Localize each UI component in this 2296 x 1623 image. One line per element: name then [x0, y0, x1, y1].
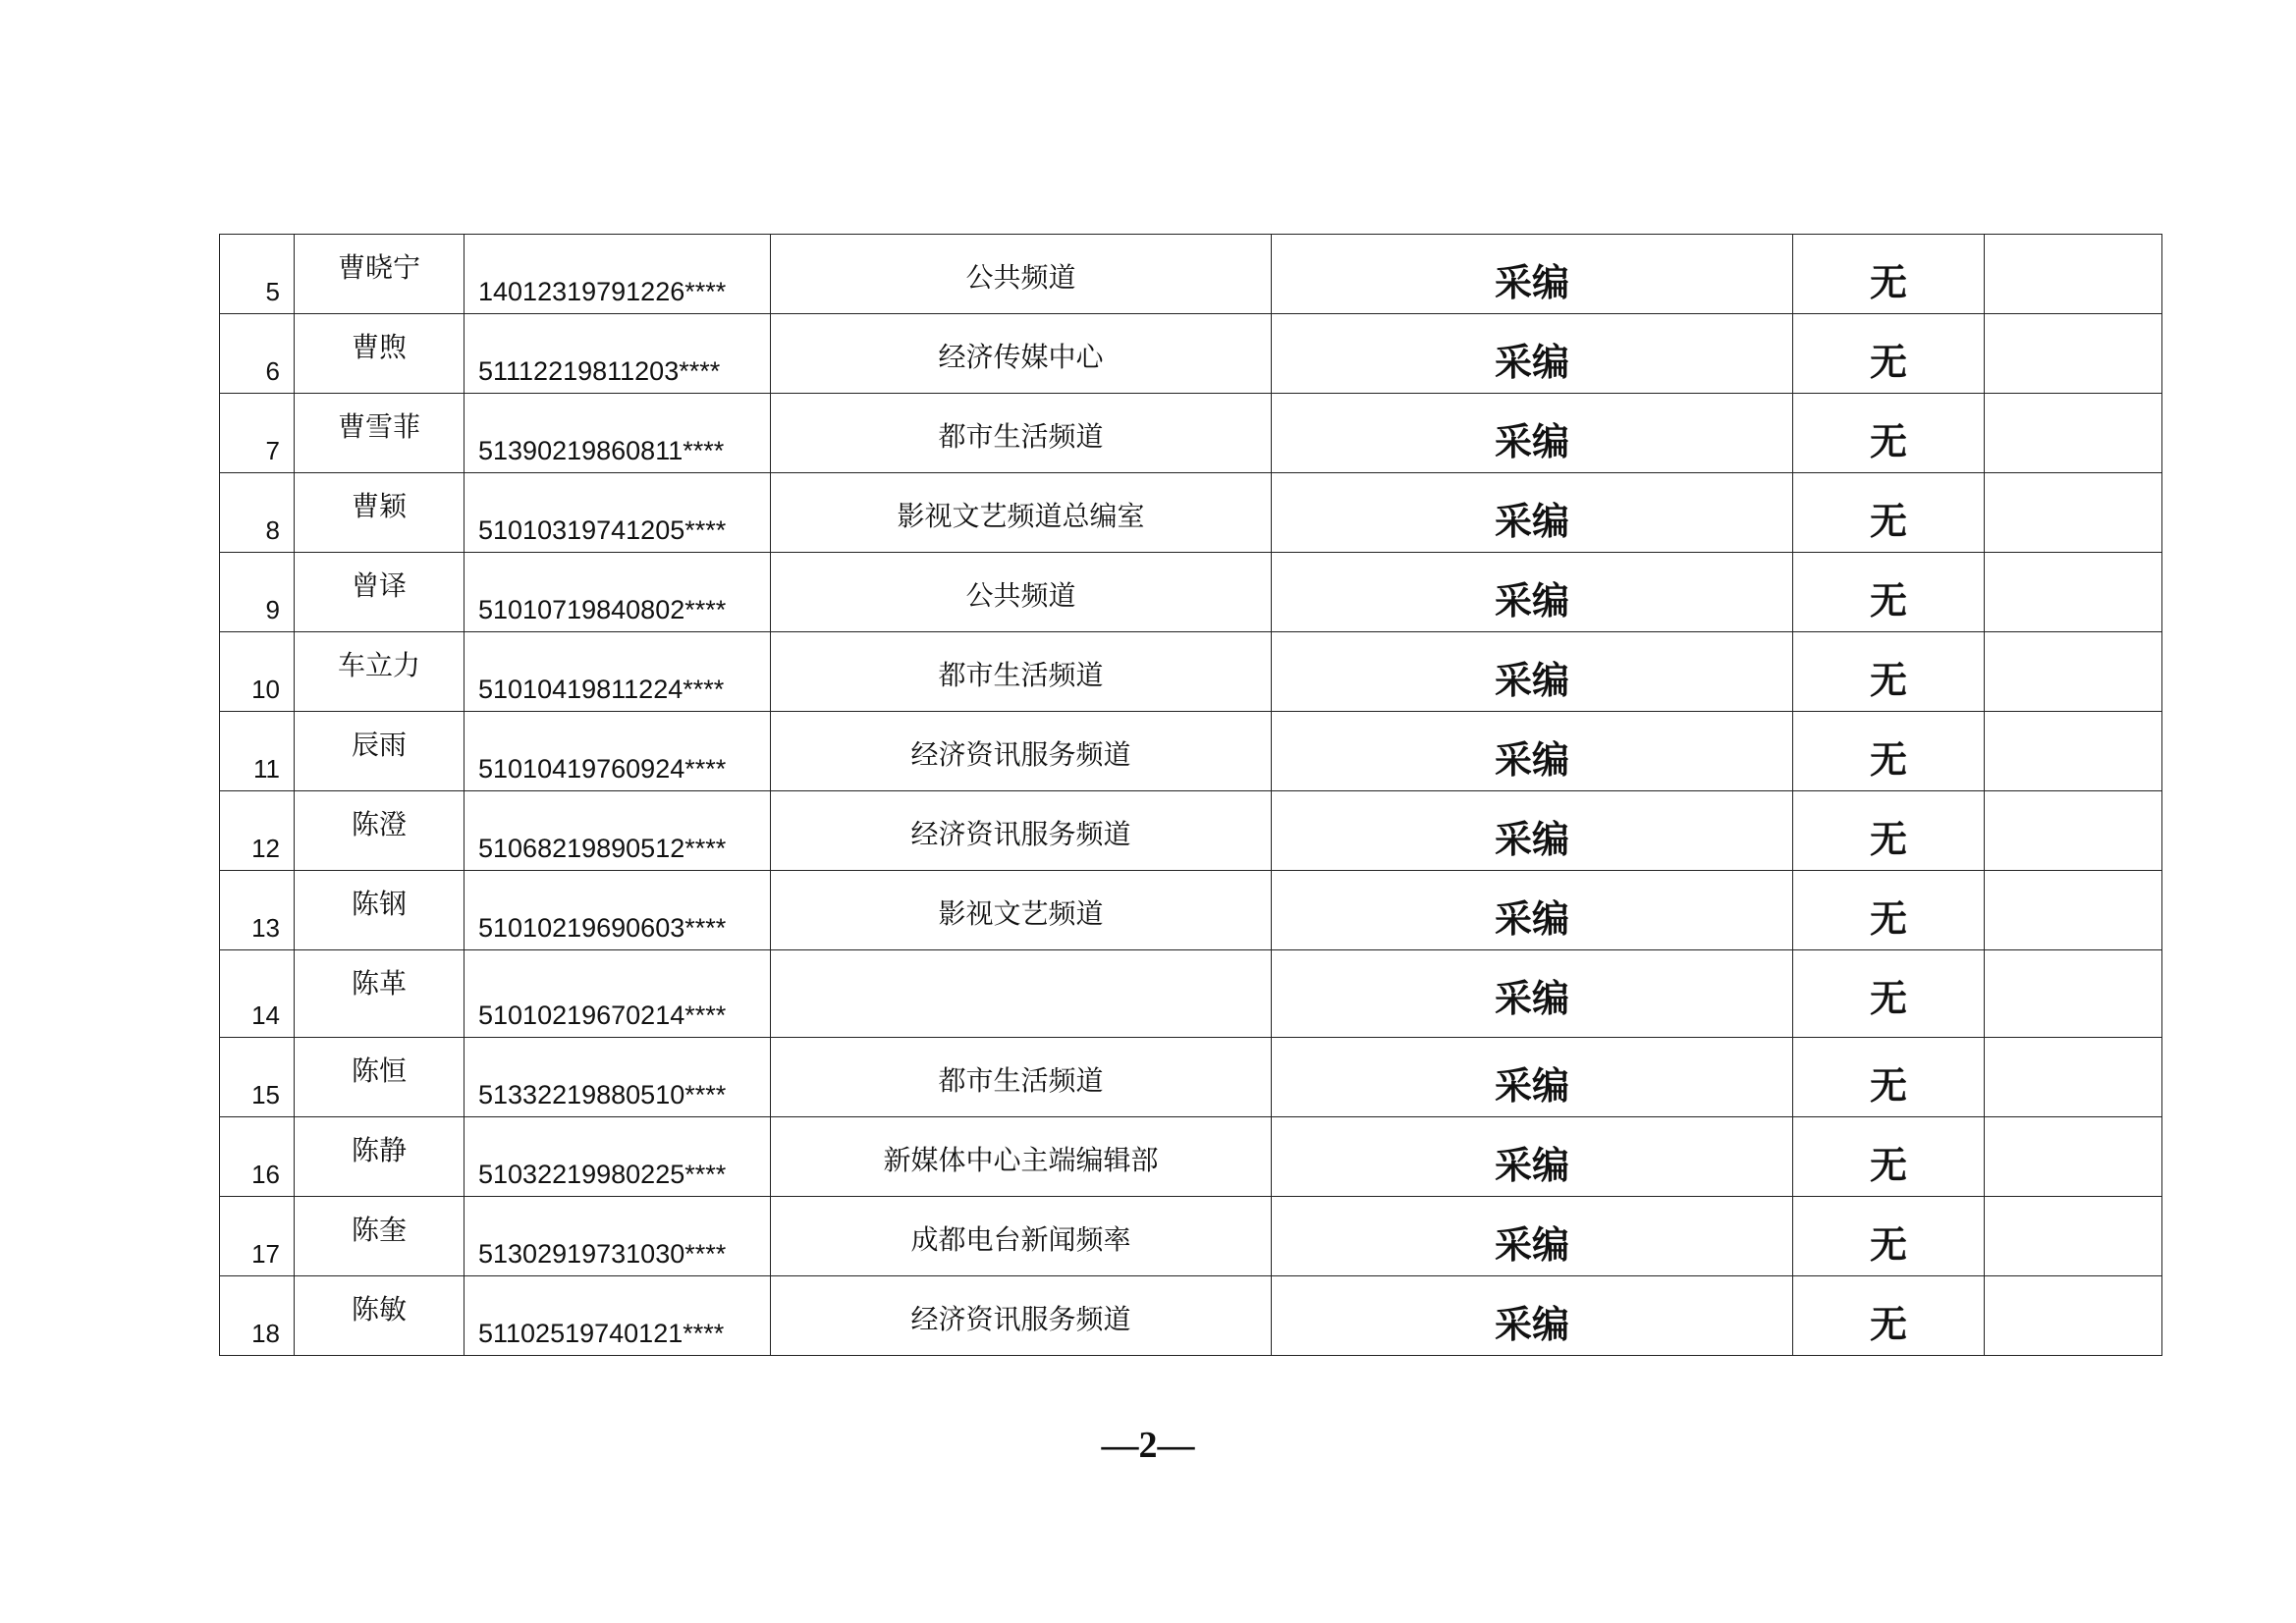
department-cell — [771, 473, 1272, 553]
id-number: 51010219690603**** — [478, 913, 727, 943]
row-number: 9 — [265, 595, 280, 624]
record-status-cell — [1793, 394, 1985, 473]
record-status: 无 — [1869, 420, 1907, 463]
row-number-cell — [220, 632, 295, 712]
person-name-cell — [295, 473, 465, 553]
person-name-cell — [295, 235, 465, 314]
row-number: 11 — [253, 754, 280, 784]
department-cell — [771, 1038, 1272, 1117]
table-row — [220, 394, 2162, 473]
department: 公共频道 — [965, 261, 1076, 294]
person-name: 辰雨 — [351, 729, 407, 761]
person-name-cell — [295, 950, 465, 1038]
record-status-cell — [1793, 712, 1985, 791]
position-cell — [1272, 1197, 1793, 1276]
record-status-cell — [1793, 473, 1985, 553]
id-number-cell — [465, 1276, 771, 1356]
position: 采编 — [1494, 1303, 1569, 1346]
row-number-cell — [220, 950, 295, 1038]
id-number-cell — [465, 314, 771, 394]
record-status-cell — [1793, 1276, 1985, 1356]
record-status: 无 — [1869, 1144, 1907, 1187]
person-name: 陈革 — [351, 967, 407, 1000]
person-name: 陈恒 — [351, 1055, 407, 1087]
row-number: 16 — [251, 1160, 280, 1189]
record-status-cell — [1793, 235, 1985, 314]
id-number: 51068219890512**** — [478, 834, 727, 863]
position-cell — [1272, 1117, 1793, 1197]
position: 采编 — [1494, 738, 1569, 782]
person-name: 曹颖 — [351, 490, 407, 522]
row-number: 15 — [251, 1080, 280, 1109]
table-row — [220, 1038, 2162, 1117]
note-cell — [1985, 1038, 2162, 1117]
note-cell — [1985, 473, 2162, 553]
note-cell — [1985, 394, 2162, 473]
department: 都市生活频道 — [938, 659, 1104, 691]
record-status-cell — [1793, 871, 1985, 950]
department: 新媒体中心主端编辑部 — [883, 1144, 1159, 1176]
note-cell — [1985, 235, 2162, 314]
record-status-cell — [1793, 632, 1985, 712]
id-number-cell — [465, 791, 771, 871]
person-name: 陈澄 — [351, 808, 407, 840]
person-name: 曹雪菲 — [337, 410, 420, 443]
id-number: 51302919731030**** — [478, 1239, 727, 1269]
record-status: 无 — [1869, 500, 1907, 543]
row-number-cell — [220, 314, 295, 394]
id-number-cell — [465, 871, 771, 950]
record-status: 无 — [1869, 818, 1907, 861]
record-status: 无 — [1869, 1223, 1907, 1267]
person-name-cell — [295, 871, 465, 950]
note-cell — [1985, 1276, 2162, 1356]
id-number: 51112219811203**** — [478, 356, 721, 386]
person-name-cell — [295, 791, 465, 871]
position: 采编 — [1494, 341, 1569, 384]
position-cell — [1272, 394, 1793, 473]
id-number: 51010419811224**** — [478, 675, 725, 704]
record-status-cell — [1793, 1038, 1985, 1117]
position-cell — [1272, 235, 1793, 314]
id-number-cell — [465, 473, 771, 553]
department-cell — [771, 314, 1272, 394]
table-row — [220, 871, 2162, 950]
row-number-cell — [220, 712, 295, 791]
department: 经济传媒中心 — [938, 341, 1104, 373]
row-number-cell — [220, 871, 295, 950]
id-number-cell — [465, 712, 771, 791]
note-cell — [1985, 314, 2162, 394]
table-row — [220, 950, 2162, 1038]
department: 成都电台新闻频率 — [910, 1223, 1131, 1256]
table-row — [220, 473, 2162, 553]
department-cell — [771, 553, 1272, 632]
department-cell — [771, 1276, 1272, 1356]
department: 公共频道 — [965, 579, 1076, 612]
id-number: 51390219860811**** — [478, 436, 725, 465]
person-name-cell — [295, 1117, 465, 1197]
row-number-cell — [220, 553, 295, 632]
record-status-cell — [1793, 1117, 1985, 1197]
note-cell — [1985, 632, 2162, 712]
id-number: 51032219980225**** — [478, 1160, 727, 1189]
position-cell — [1272, 871, 1793, 950]
department: 影视文艺频道 — [938, 897, 1104, 930]
table-row — [220, 791, 2162, 871]
id-number: 51332219880510**** — [478, 1080, 727, 1109]
record-status-cell — [1793, 950, 1985, 1038]
record-status-cell — [1793, 553, 1985, 632]
department-cell — [771, 712, 1272, 791]
person-name-cell — [295, 314, 465, 394]
position: 采编 — [1494, 818, 1569, 861]
person-name: 陈敏 — [351, 1293, 407, 1325]
row-number: 17 — [251, 1239, 280, 1269]
person-name-cell — [295, 394, 465, 473]
table-row — [220, 1276, 2162, 1356]
department: 经济资讯服务频道 — [910, 1303, 1131, 1335]
row-number: 14 — [251, 1001, 280, 1030]
row-number-cell — [220, 473, 295, 553]
person-name-cell — [295, 1197, 465, 1276]
row-number: 13 — [251, 913, 280, 943]
department-cell — [771, 235, 1272, 314]
record-status: 无 — [1869, 977, 1907, 1020]
row-number-cell — [220, 1276, 295, 1356]
position: 采编 — [1494, 659, 1569, 702]
person-name: 车立力 — [337, 649, 420, 681]
person-name-cell — [295, 1276, 465, 1356]
id-number: 51010419760924**** — [478, 754, 727, 784]
position-cell — [1272, 314, 1793, 394]
row-number: 6 — [265, 356, 280, 386]
department: 经济资讯服务频道 — [910, 738, 1131, 771]
row-number-cell — [220, 1197, 295, 1276]
person-name: 曾译 — [351, 569, 407, 602]
row-number-cell — [220, 394, 295, 473]
department-cell — [771, 950, 1272, 1038]
note-cell — [1985, 871, 2162, 950]
position: 采编 — [1494, 500, 1569, 543]
table-row — [220, 314, 2162, 394]
id-number-cell — [465, 1038, 771, 1117]
department-cell — [771, 1117, 1272, 1197]
position: 采编 — [1494, 579, 1569, 622]
department: 都市生活频道 — [938, 420, 1104, 453]
row-number: 5 — [265, 277, 280, 306]
person-name-cell — [295, 553, 465, 632]
position-cell — [1272, 950, 1793, 1038]
table-row — [220, 235, 2162, 314]
row-number-cell — [220, 1117, 295, 1197]
position: 采编 — [1494, 897, 1569, 941]
table-row — [220, 712, 2162, 791]
department-cell — [771, 791, 1272, 871]
row-number: 8 — [265, 515, 280, 545]
record-status: 无 — [1869, 341, 1907, 384]
table-row — [220, 632, 2162, 712]
record-status-cell — [1793, 791, 1985, 871]
position-cell — [1272, 473, 1793, 553]
person-name: 陈静 — [351, 1134, 407, 1166]
department-cell — [771, 632, 1272, 712]
department: 影视文艺频道总编室 — [897, 500, 1145, 532]
record-status-cell — [1793, 1197, 1985, 1276]
id-number-cell — [465, 235, 771, 314]
department: 经济资讯服务频道 — [910, 818, 1131, 850]
person-name: 陈奎 — [351, 1214, 407, 1246]
id-number-cell — [465, 553, 771, 632]
note-cell — [1985, 553, 2162, 632]
record-status-cell — [1793, 314, 1985, 394]
note-cell — [1985, 1197, 2162, 1276]
id-number: 14012319791226**** — [478, 277, 727, 306]
id-number: 51010719840802**** — [478, 595, 727, 624]
id-number: 51010219670214**** — [478, 1001, 727, 1030]
person-name: 曹煦 — [351, 331, 407, 363]
person-name-cell — [295, 1038, 465, 1117]
id-number: 51010319741205**** — [478, 515, 727, 545]
row-number: 18 — [251, 1319, 280, 1348]
table-row — [220, 1197, 2162, 1276]
note-cell — [1985, 791, 2162, 871]
record-status: 无 — [1869, 738, 1907, 782]
record-status: 无 — [1869, 1303, 1907, 1346]
row-number: 12 — [251, 834, 280, 863]
department-cell — [771, 871, 1272, 950]
position-cell — [1272, 632, 1793, 712]
record-status: 无 — [1869, 897, 1907, 941]
position: 采编 — [1494, 1223, 1569, 1267]
row-number: 7 — [265, 436, 280, 465]
page-number: —2— — [1101, 1425, 1195, 1466]
position-cell — [1272, 1276, 1793, 1356]
department: 都市生活频道 — [938, 1064, 1104, 1097]
position-cell — [1272, 712, 1793, 791]
person-name-cell — [295, 632, 465, 712]
position: 采编 — [1494, 1144, 1569, 1187]
table-row — [220, 1117, 2162, 1197]
roster-table-body — [220, 235, 2162, 1356]
department-cell — [771, 394, 1272, 473]
row-number-cell — [220, 791, 295, 871]
position: 采编 — [1494, 420, 1569, 463]
record-status: 无 — [1869, 579, 1907, 622]
person-name: 陈钢 — [351, 888, 407, 920]
row-number: 10 — [251, 675, 280, 704]
note-cell — [1985, 1117, 2162, 1197]
position-cell — [1272, 553, 1793, 632]
record-status: 无 — [1869, 659, 1907, 702]
note-cell — [1985, 712, 2162, 791]
department-cell — [771, 1197, 1272, 1276]
id-number: 51102519740121**** — [478, 1319, 725, 1348]
position: 采编 — [1494, 1064, 1569, 1108]
position-cell — [1272, 791, 1793, 871]
id-number-cell — [465, 632, 771, 712]
row-number-cell — [220, 235, 295, 314]
note-cell — [1985, 950, 2162, 1038]
position-cell — [1272, 1038, 1793, 1117]
record-status: 无 — [1869, 1064, 1907, 1108]
position: 采编 — [1494, 977, 1569, 1020]
id-number-cell — [465, 1197, 771, 1276]
table-row — [220, 553, 2162, 632]
person-name: 曹晓宁 — [337, 251, 420, 284]
id-number-cell — [465, 1117, 771, 1197]
id-number-cell — [465, 394, 771, 473]
row-number-cell — [220, 1038, 295, 1117]
roster-table — [219, 234, 2162, 1356]
position: 采编 — [1494, 261, 1569, 304]
record-status: 无 — [1869, 261, 1907, 304]
person-name-cell — [295, 712, 465, 791]
id-number-cell — [465, 950, 771, 1038]
